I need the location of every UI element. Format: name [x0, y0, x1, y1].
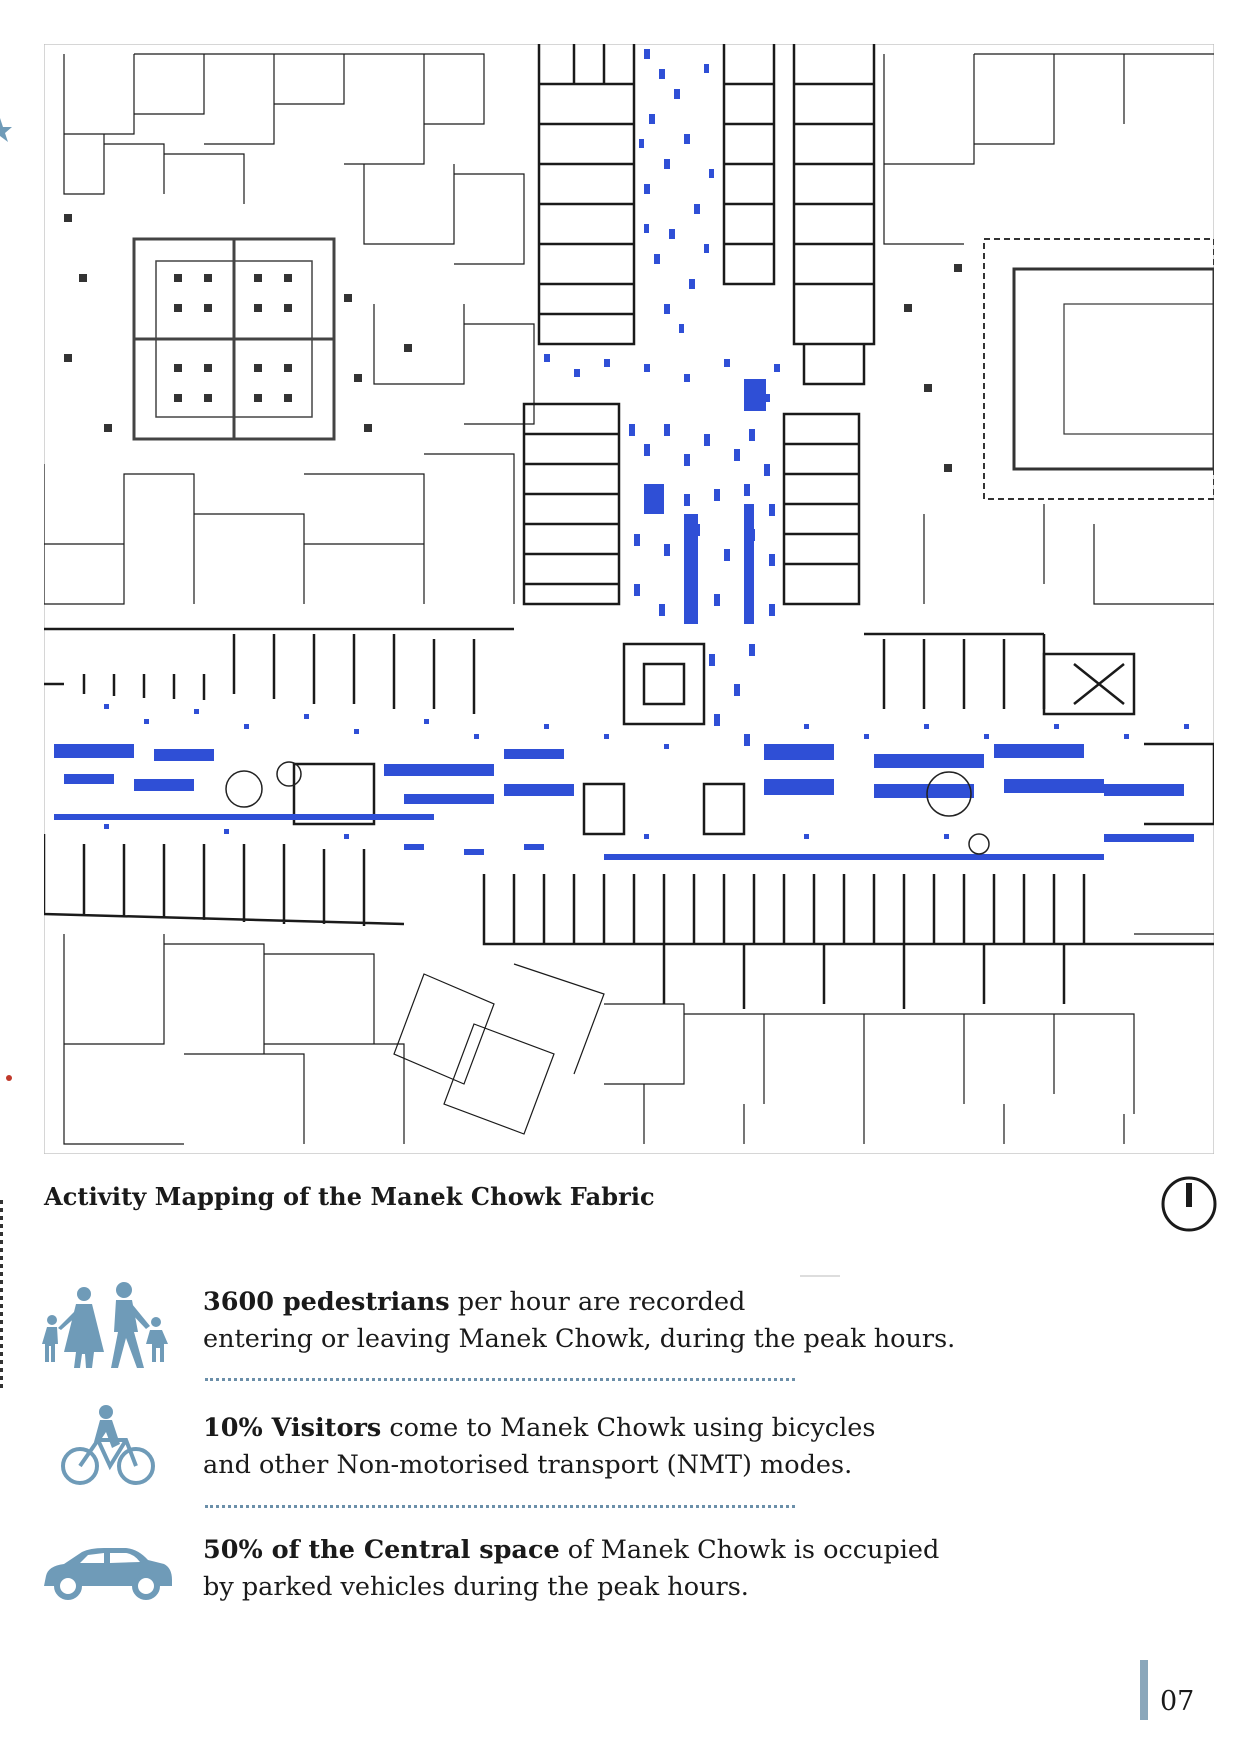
north-arrow-icon	[1160, 1175, 1218, 1233]
side-dot	[6, 1075, 12, 1081]
stat-central-space-text	[203, 1532, 939, 1606]
stat-bold: 10% Visitors	[203, 1413, 382, 1443]
star-icon	[0, 116, 14, 144]
divider	[205, 1505, 795, 1508]
stat-central-space	[0, 1526, 1240, 1636]
stat-bold: 3600 pedestrians	[203, 1287, 450, 1317]
faint-mark	[800, 1275, 840, 1277]
stat-rest: per hour are recorded	[449, 1287, 746, 1317]
figure-caption: Activity Mapping of the Manek Chowk Fabric	[44, 1182, 655, 1211]
stat-visitors-text	[203, 1410, 875, 1484]
car-icon	[40, 1544, 175, 1600]
stat-rest: come to Manek Chowk using bicycles	[381, 1413, 876, 1443]
divider	[205, 1378, 795, 1381]
page-number-bar	[1140, 1660, 1148, 1720]
stat-bold: 50% of the Central space	[203, 1535, 560, 1565]
stat-line2: and other Non-motorised transport (NMT) modes.	[203, 1450, 853, 1480]
stat-rest: of Manek Chowk is occupied	[559, 1535, 940, 1565]
stat-line2: entering or leaving Manek Chowk, during the peak hours.	[203, 1324, 956, 1354]
stat-pedestrians	[0, 1278, 1240, 1388]
activity-map	[44, 44, 1214, 1154]
stat-visitors	[0, 1402, 1240, 1512]
stat-pedestrians-text	[203, 1284, 955, 1358]
stat-line2: by parked vehicles during the peak hours.	[203, 1572, 749, 1602]
bicycle-icon	[60, 1404, 156, 1488]
pedestrians-icon	[38, 1282, 183, 1370]
page-number-text: 07	[1160, 1686, 1195, 1717]
